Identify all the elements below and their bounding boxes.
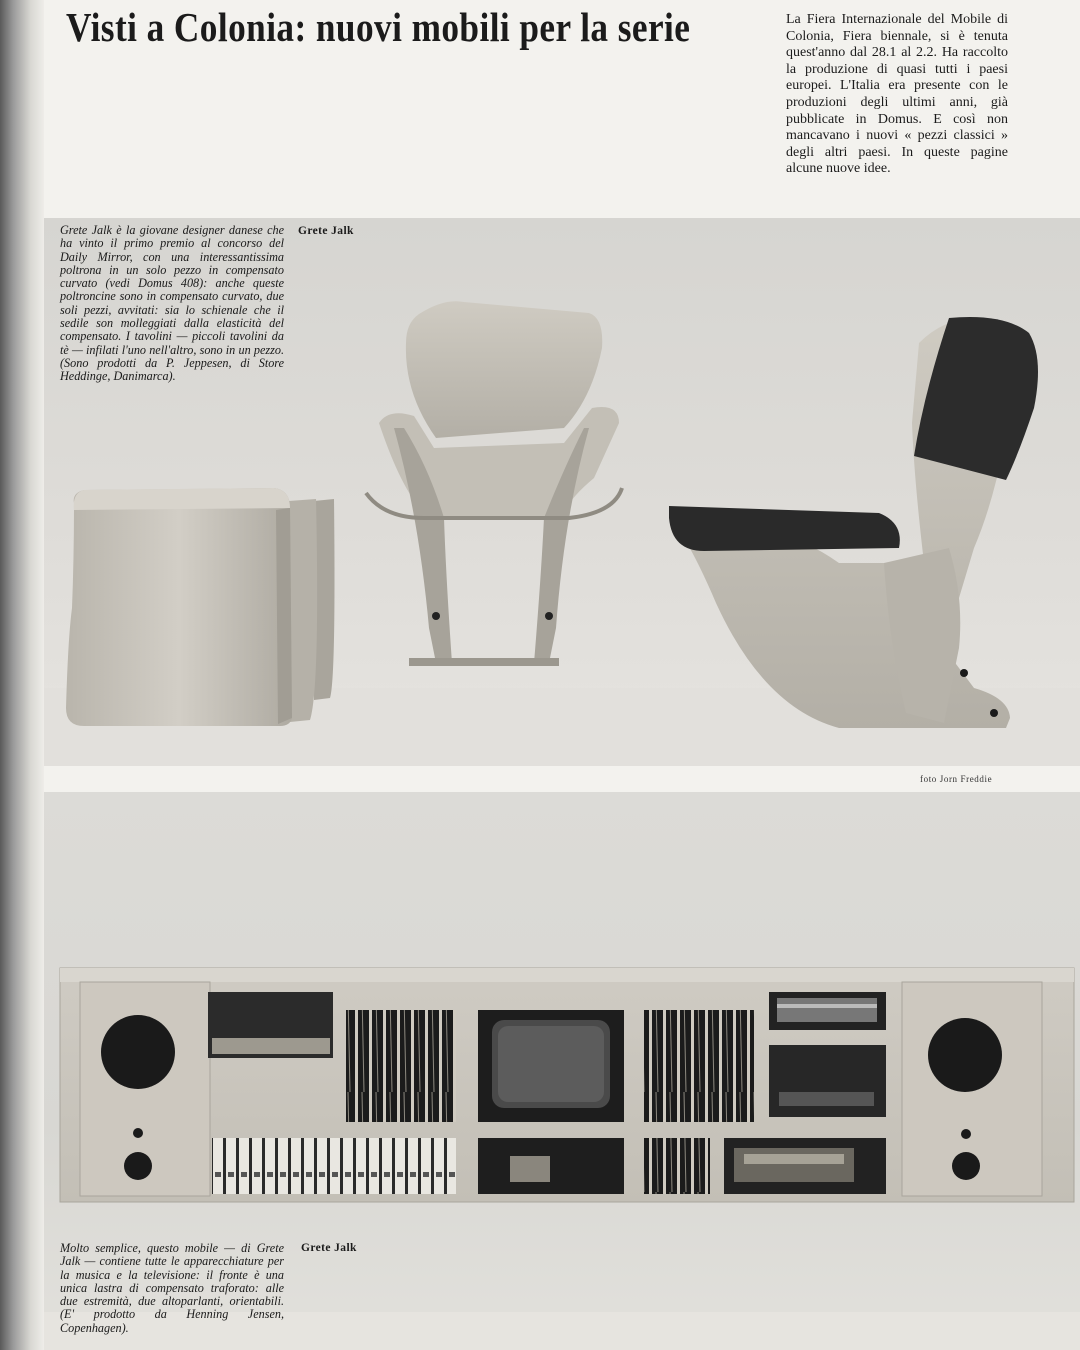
photo-credit: foto Jorn Freddie [920,774,993,784]
plywood-chair-figure [366,301,622,666]
nesting-tables-figure [66,488,335,726]
page-binding-shadow [0,0,44,1350]
designer-label-2: Grete Jalk [301,1242,357,1254]
caption-chairs: Grete Jalk è la giovane designer danese che ha vinto il primo premio al concorso del Daily Mirror, con una interessantissima poltrona in un solo pezzo in compensato curvato (vedi Domus 408): anche queste poltroncine sono in compensato curvato, due soli pezzi, avvitati: sia lo schienale che il sedile son molleggiati dalla elasticità del compensato. I tavolini — piccoli tavolini da tè — infilati l'uno nell'altro, sono in un pezzo. (Sono prodotti da P. Jeppesen, di Store Heddinge, Danimarca). [60,223,284,384]
article-title: Visti a Colonia: nuovi mobili per la serie [66,4,691,50]
intro-paragraph: La Fiera Internazionale del Mobile di Colonia, Fiera biennale, si è tenuta quest'anno dal 28.1 al 2.2. Ha raccolto la produzione di quasi tutti i paesi europei. L'Italia era presente con le produzioni degli ultimi anni, già pubblicate in Domus. E così non mancavano i nuovi « pezzi classici » degli altri paesi. In queste pagine alcune nuove idee. [786,12,1008,177]
lounge-chair-figure [669,317,1038,728]
caption-media-cabinet: Molto semplice, questo mobile — di Grete Jalk — contiene tutte le apparecchiature per la musica e la televisione: il fronte è una unica lastra di compensato traforato: alle due estremità, due altoparlanti, orientabili. (E' prodotto da Henning Jensen, Copenhagen). [60,1241,284,1335]
designer-label-1: Grete Jalk [298,225,354,237]
